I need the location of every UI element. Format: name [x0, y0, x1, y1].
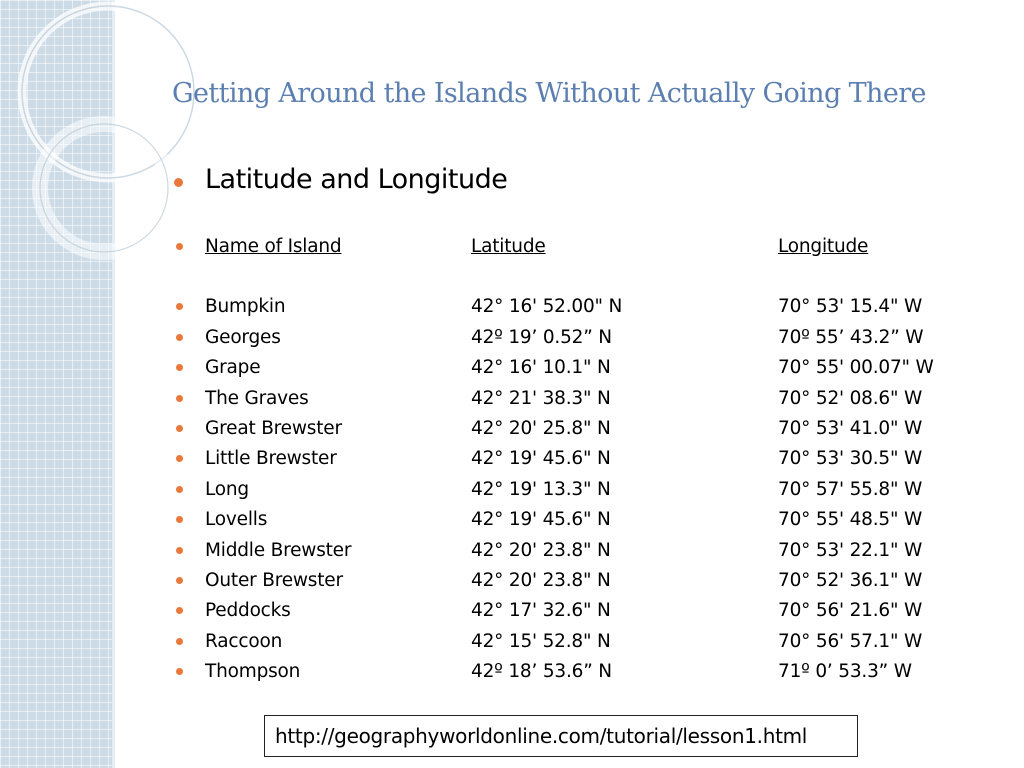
bullet-dot-icon [176, 364, 183, 371]
island-name: Peddocks [205, 600, 291, 622]
table-row [176, 629, 996, 659]
table-row [176, 416, 996, 446]
bullet-dot-icon [176, 486, 183, 493]
island-latitude: 42º 19’ 0.52” N [471, 326, 612, 348]
island-name: Middle Brewster [205, 539, 352, 561]
bullet-dot-icon [176, 668, 183, 675]
bullet-dot-icon [176, 455, 183, 462]
bullet-dot-icon [176, 425, 183, 432]
bullet-dot-icon [176, 243, 183, 250]
slide-title: Getting Around the Islands Without Actually Going There [172, 78, 926, 109]
table-row [176, 538, 996, 568]
bullet-dot-icon [176, 547, 183, 554]
island-longitude: 70° 53' 15.4" W [778, 296, 923, 318]
island-name: Lovells [205, 509, 268, 531]
header-name-of-island: Name of Island [205, 236, 342, 257]
bullet-dot-icon [174, 178, 183, 187]
island-longitude: 70° 53' 30.5" W [778, 448, 923, 470]
bullet-dot-icon [176, 638, 183, 645]
island-latitude: 42° 16' 52.00" N [471, 296, 623, 318]
island-latitude: 42° 15' 52.8" N [471, 630, 611, 652]
table-row [176, 294, 996, 324]
island-name: Long [205, 478, 249, 500]
bullet-dot-icon [176, 395, 183, 402]
island-latitude: 42° 20' 23.8" N [471, 569, 611, 591]
island-name: Raccoon [205, 630, 283, 652]
island-longitude: 70° 53' 22.1" W [778, 539, 923, 561]
island-longitude: 70° 55' 48.5" W [778, 509, 923, 531]
island-longitude: 70° 56' 57.1" W [778, 630, 923, 652]
table-row [176, 477, 996, 507]
table-row [176, 355, 996, 385]
island-name: The Graves [205, 387, 309, 409]
island-longitude: 70° 56' 21.6" W [778, 600, 923, 622]
table-spacer [176, 264, 996, 294]
island-name: Grape [205, 357, 261, 379]
table-header-row [176, 234, 996, 264]
table-row [176, 507, 996, 537]
island-latitude: 42° 19' 45.6" N [471, 448, 611, 470]
island-latitude: 42° 16' 10.1" N [471, 357, 611, 379]
table-row [176, 446, 996, 476]
island-name: Thompson [205, 661, 301, 683]
island-longitude: 70° 52' 36.1" W [778, 569, 923, 591]
island-latitude: 42° 21' 38.3" N [471, 387, 611, 409]
island-name: Bumpkin [205, 296, 286, 318]
island-longitude: 70° 57' 55.8" W [778, 478, 923, 500]
island-longitude: 70º 55’ 43.2” W [778, 326, 924, 348]
island-longitude: 70° 52' 08.6" W [778, 387, 923, 409]
island-longitude: 70° 53' 41.0" W [778, 417, 923, 439]
bullet-dot-icon [176, 303, 183, 310]
island-coordinates-table [176, 234, 996, 689]
island-latitude: 42° 17' 32.6" N [471, 600, 611, 622]
island-latitude: 42° 20' 25.8" N [471, 417, 611, 439]
island-name: Outer Brewster [205, 569, 343, 591]
island-name: Little Brewster [205, 448, 337, 470]
bullet-dot-icon [176, 607, 183, 614]
table-row [176, 386, 996, 416]
island-latitude: 42° 20' 23.8" N [471, 539, 611, 561]
source-url-link[interactable]: http://geographyworldonline.com/tutorial/lesson1.html [264, 715, 858, 757]
island-longitude: 70° 55' 00.07" W [778, 357, 934, 379]
island-latitude: 42º 18’ 53.6” N [471, 661, 612, 683]
decorative-rings [0, 0, 160, 300]
table-row [176, 325, 996, 355]
island-latitude: 42° 19' 13.3" N [471, 478, 611, 500]
bullet-dot-icon [176, 577, 183, 584]
table-row [176, 568, 996, 598]
table-row [176, 598, 996, 628]
island-name: Great Brewster [205, 417, 342, 439]
bullet-dot-icon [176, 334, 183, 341]
header-longitude: Longitude [778, 236, 869, 257]
main-bullet-text: Latitude and Longitude [205, 164, 508, 195]
island-latitude: 42° 19' 45.6" N [471, 509, 611, 531]
island-name: Georges [205, 326, 281, 348]
header-latitude: Latitude [471, 236, 546, 257]
island-longitude: 71º 0’ 53.3” W [778, 661, 912, 683]
table-row [176, 659, 996, 689]
bullet-dot-icon [176, 516, 183, 523]
